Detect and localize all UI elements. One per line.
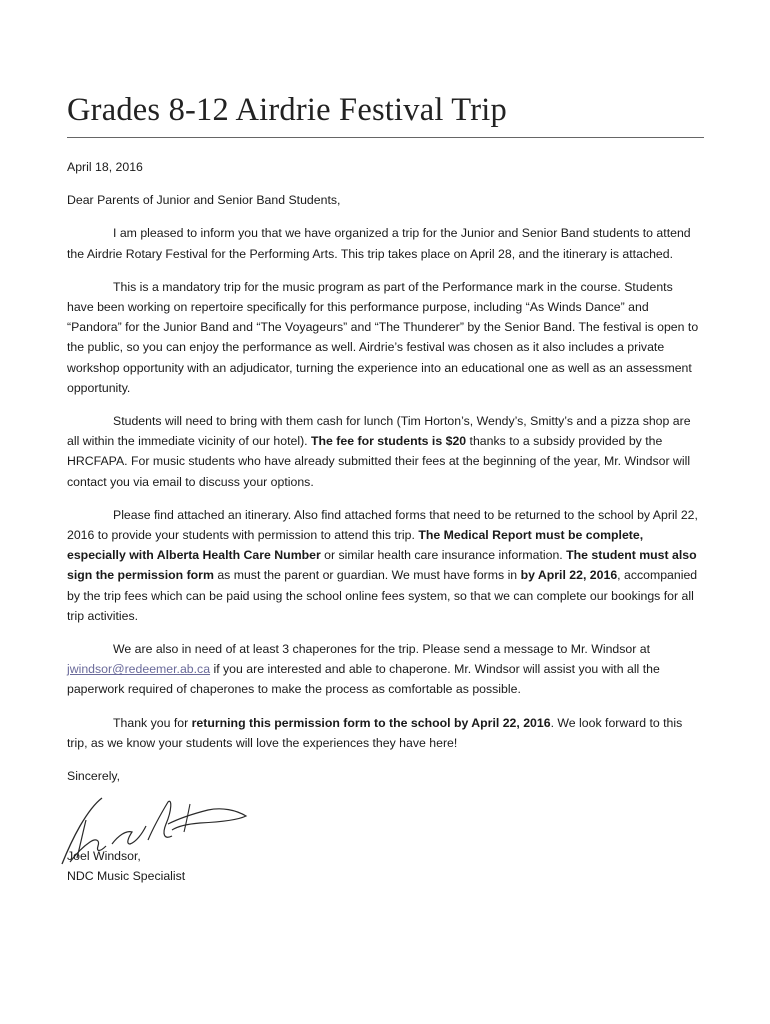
fees-text-a: Students will need to bring with them cash for lunch (Tim Horton’s, Wendy’s, Smitty’s and a pizza shop are all within the immediate vicinity of our hotel).	[67, 414, 691, 449]
chaperones-text-b: if you are interested and able to chaperone. Mr. Windsor will assist you with all the paperwork required of chaperones to make the process as comfortable as possible.	[67, 662, 660, 697]
fees-bold: The fee for students is $20	[311, 434, 467, 449]
forms-text-c: as must the parent or guardian. We must have forms in	[213, 568, 521, 583]
letter-salutation: Dear Parents of Junior and Senior Band Students,	[67, 193, 341, 208]
chaperones-text-a: We are also in need of at least 3 chaperones for the trip. Please send a message to Mr. Windsor at	[113, 642, 651, 657]
forms-bold-medical: The Medical Report must be complete, especially with Alberta Health Care Number	[67, 528, 644, 563]
paragraph-thanks	[67, 713, 699, 753]
forms-text-a: Please find attached an itinerary. Also find attached forms that need to be returned to the school by April 22, 2016 to provide your students with permission to attend this trip.	[67, 507, 698, 543]
forms-bold-deadline: by April 22, 2016	[520, 568, 618, 583]
letter-date: April 18, 2016	[67, 160, 143, 174]
paragraph-fees	[67, 411, 699, 492]
thanks-text-b: . We look forward to this trip, as we know your students will love the experiences they have here!	[67, 715, 683, 750]
signer-name: Joel Windsor,	[67, 849, 141, 863]
signature-block	[67, 846, 185, 886]
signer-title: NDC Music Specialist	[67, 869, 186, 884]
forms-bold-permission: The student must also sign the permission form	[67, 548, 697, 583]
forms-text-b: or similar health care insurance information.	[320, 548, 567, 563]
fees-text-b: thanks to a subsidy provided by the HRCFAPA. For music students who have already submitted their fees at the beginning of the year, Mr. Windsor will contact you via email to discuss your options.	[67, 434, 691, 489]
paragraph-intro: I am pleased to inform you that we have organized a trip for the Junior and Senior Band students to attend the Airdrie Rotary Festival for the Performing Arts. This trip takes place on April 28, and the itinerary is attached.	[67, 226, 691, 261]
email-link[interactable]: jwindsor@redeemer.ab.ca	[67, 662, 211, 677]
paragraph-mandatory: This is a mandatory trip for the music program as part of the Performance mark in the course. Students have been working on repertoire specifically for this performance purpose, including “As Winds Dance” and “Pandora” for the Junior Band and “The Voyageurs” and “The Thunderer” by the Senior Band. The festival is open to the public, so you can enjoy the performance as well. Airdrie’s festival was chosen as it also includes a private workshop opportunity with an adjudicator, turning the experience into an educational one as well as an assessment opportunity.	[67, 279, 699, 395]
thanks-text-a: Thank you for	[113, 715, 192, 730]
paragraph-chaperones	[67, 639, 699, 700]
thanks-bold: returning this permission form to the school by April 22, 2016	[191, 715, 551, 730]
title-rule	[67, 137, 704, 138]
letter-closing: Sincerely,	[67, 769, 121, 784]
paragraph-forms	[67, 505, 699, 626]
forms-text-d: , accompanied by the trip fees which can be paid using the school online fees system, so that we can complete our bookings for all trip activities.	[67, 568, 698, 623]
letter-body	[67, 157, 699, 799]
letter-title: Grades 8-12 Airdrie Festival Trip	[67, 92, 507, 128]
